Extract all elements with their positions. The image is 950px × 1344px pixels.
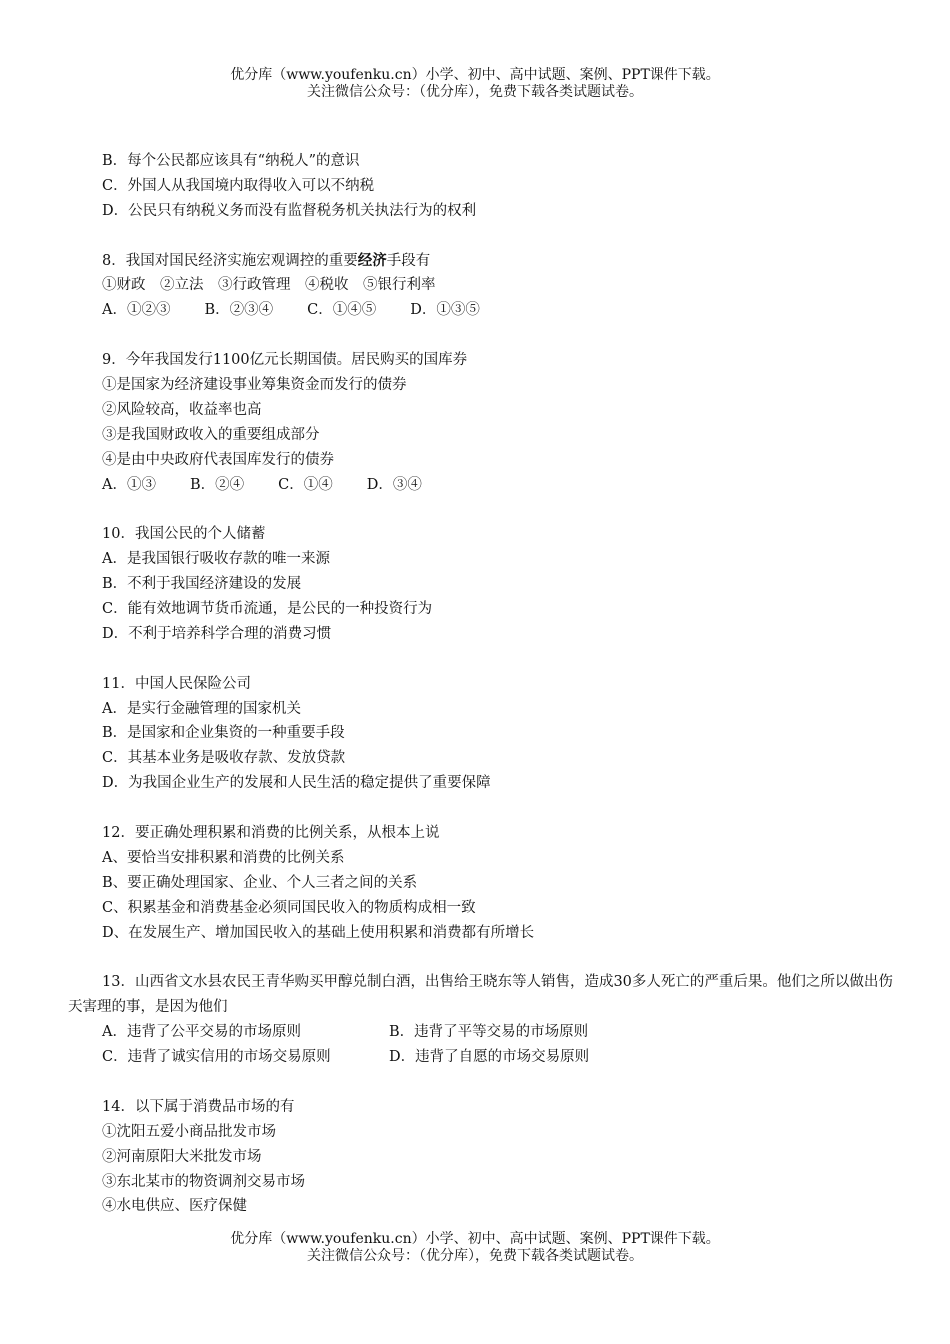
q8-option-a: A．①②③ [102,302,171,319]
q11-stem: 11．中国人民保险公司 [102,675,251,692]
question-content [68,149,893,1219]
q8-stem: 8．我国对国民经济实施宏观调控的重要经济手段有 [102,251,431,269]
q9-option-b: B．②④ [189,476,245,493]
footer-line-1: 优分库（www.youfenku.cn）小学、初中、高中试题、案例、PPT课件下载。 [230,1231,720,1247]
q10-stem: 10．我国公民的个人储蓄 [102,526,266,543]
q14-stem: 14．以下属于消费品市场的有 [102,1098,295,1115]
q10-option-c: C．能有效地调节货币流通，是公民的一种投资行为 [102,601,433,618]
q10-option-d: D．不利于培养科学合理的消费习惯 [102,625,332,642]
q9-option-d: D．③④ [366,476,422,493]
q11-option-a: A．是实行金融管理的国家机关 [102,700,301,717]
q8-items: ①财政 ②立法 ③行政管理 ④税收 ⑤银行利率 [102,277,436,294]
q13-option-d: D．违背了自愿的市场交易原则 [389,1049,590,1066]
q13-options-row-1 [102,1020,892,1045]
q8-option-c: C．①④⑤ [307,302,377,319]
q9-options [102,473,892,498]
q12-option-c: C、积累基金和消费基金必须同国民收入的物质构成相一致 [102,899,476,916]
q12-stem: 12．要正确处理积累和消费的比例关系，从根本上说 [102,825,440,842]
header-line-1: 优分库（www.youfenku.cn）小学、初中、高中试题、案例、PPT课件下载。 [230,67,720,83]
q9-item-4: ④是由中央政府代表国库发行的债券 [102,451,334,468]
q11-option-b: B．是国家和企业集资的一种重要手段 [102,725,345,742]
q9-option-c: C．①④ [278,476,333,493]
q13-option-c: C．违背了诚实信用的市场交易原则 [102,1049,331,1066]
q14-item-4: ④水电供应、医疗保健 [102,1198,247,1215]
q13-options-row-2 [102,1045,892,1070]
q11-option-d: D．为我国企业生产的发展和人民生活的稳定提供了重要保障 [102,775,491,792]
q9-item-2: ②风险较高，收益率也高 [102,401,262,418]
q14-item-3: ③东北某市的物资调剂交易市场 [102,1173,305,1190]
q9-option-a: A．①③ [102,476,156,493]
q10-option-a: A．是我国银行吸收存款的唯一来源 [102,551,330,568]
header-line-2: 关注微信公众号：（优分库），免费下载各类试题试卷。 [307,84,643,100]
q13-stem: 13．山西省文水县农民王青华购买甲醇兑制白酒，出售给王晓东等人销售，造成30多人死亡的严重后果。他们之所以做出伤天害理的事，是因为他们 [68,974,893,1016]
q8-option-b: B．②③④ [204,302,274,319]
q9-item-3: ③是我国财政收入的重要组成部分 [102,426,320,443]
q7-option-c: C．外国人从我国境内取得收入可以不纳税 [102,177,375,194]
q14-item-1: ①沈阳五爱小商品批发市场 [102,1123,276,1140]
q7-option-b: B．每个公民都应该具有“纳税人”的意识 [102,153,360,169]
q9-item-1: ①是国家为经济建设事业筹集资金而发行的债券 [102,377,407,394]
q13-option-b: B．违背了平等交易的市场原则 [389,1024,589,1041]
q8-options [102,298,892,323]
q12-option-d: D、在发展生产、增加国民收入的基础上使用积累和消费都有所增长 [102,924,535,941]
q8-option-d: D．①③⑤ [410,302,480,319]
q14-item-2: ②河南原阳大米批发市场 [102,1148,262,1165]
q11-option-c: C．其基本业务是吸收存款、发放贷款 [102,750,346,767]
footer-line-2: 关注微信公众号：（优分库），免费下载各类试题试卷。 [307,1248,643,1264]
q7-option-d: D．公民只有纳税义务而没有监督税务机关执法行为的权利 [102,202,477,219]
q12-option-a: A、要恰当安排积累和消费的比例关系 [102,849,345,866]
page-footer [0,1231,950,1265]
page-header [0,67,950,101]
q10-option-b: B．不利于我国经济建设的发展 [102,576,302,593]
q13-option-a: A．违背了公平交易的市场原则 [102,1024,301,1041]
q12-option-b: B、要正确处理国家、企业、个人三者之间的关系 [102,874,418,891]
q9-stem: 9．今年我国发行1100亿元长期国债。居民购买的国库券 [102,352,468,369]
